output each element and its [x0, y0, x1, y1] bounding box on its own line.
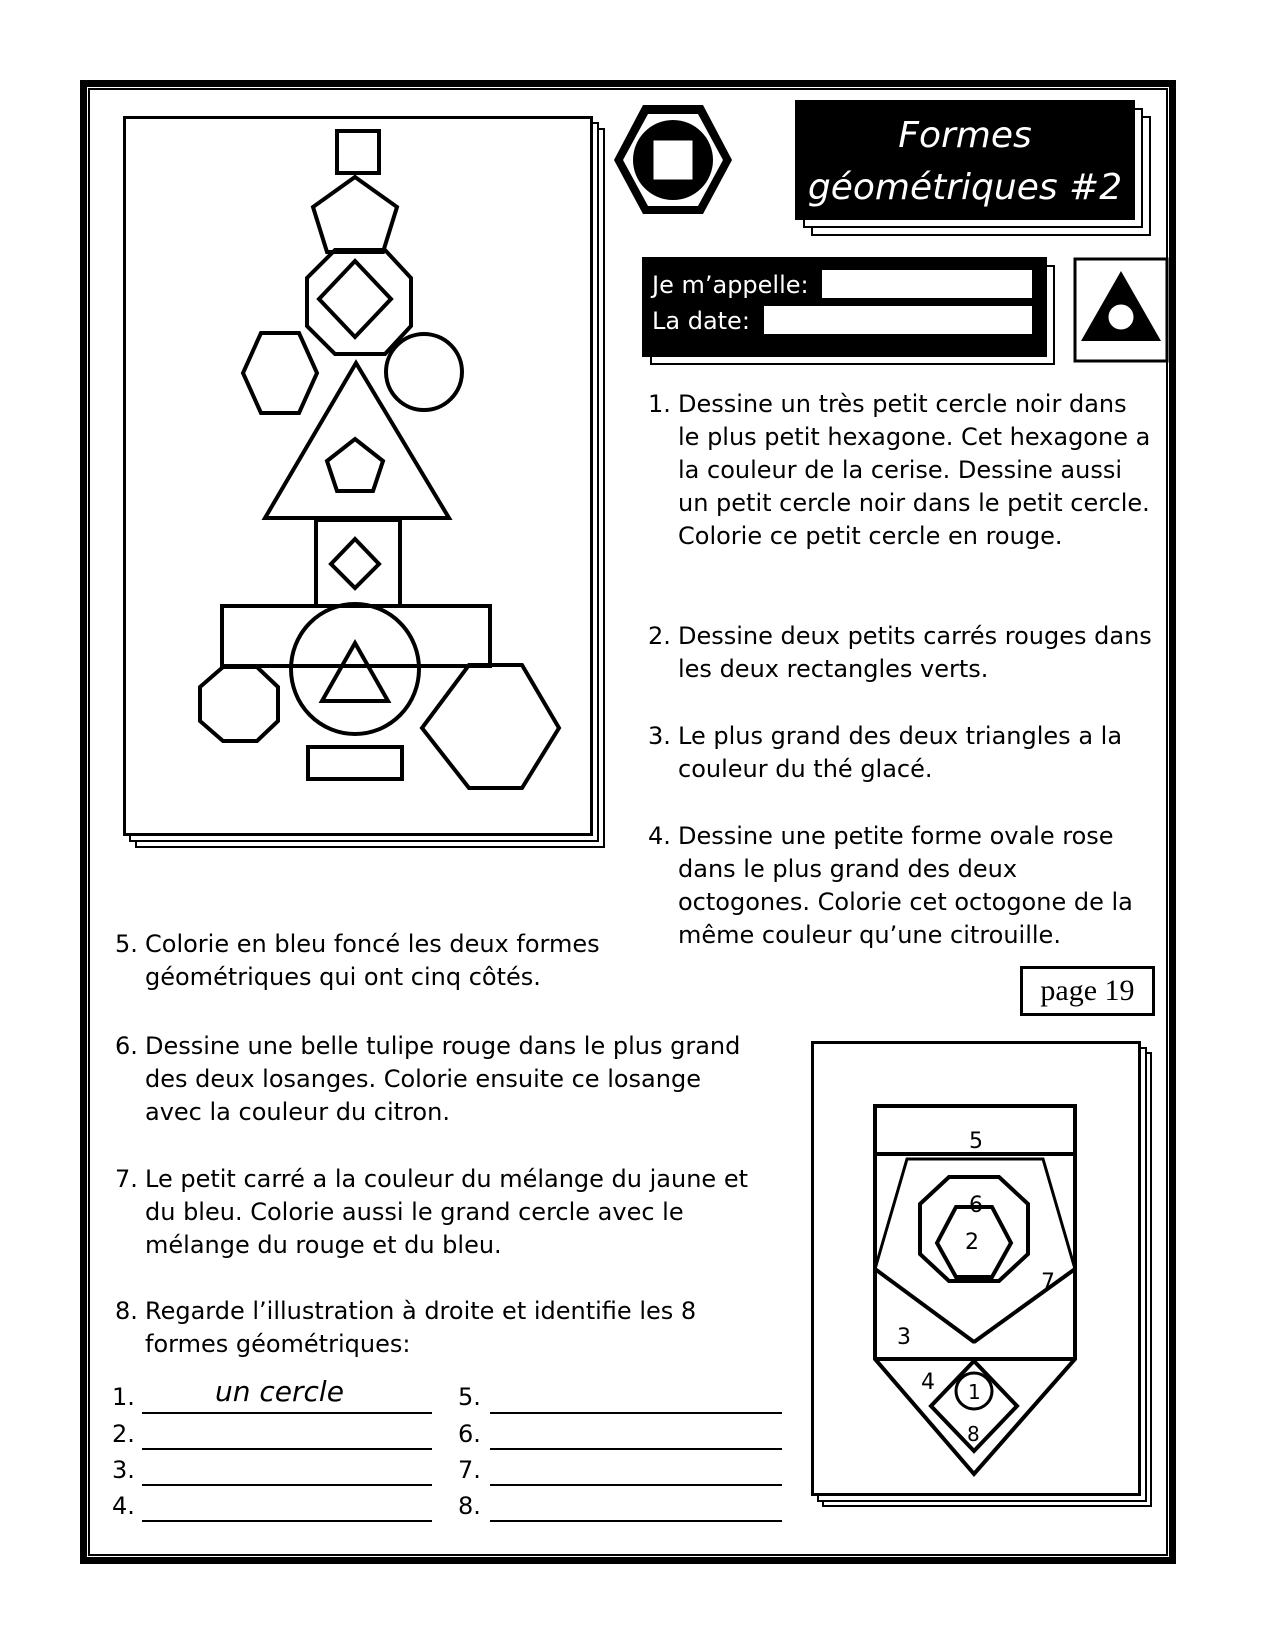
- answer-number: 7.: [458, 1456, 481, 1484]
- diamond-small: [331, 539, 379, 588]
- octagon-large: [200, 667, 278, 741]
- name-label: Je m’appelle:: [652, 271, 809, 299]
- instruction-text: Colorie en bleu foncé les deux formes géométriques qui ont cinq côtés.: [145, 930, 600, 991]
- answer-line-7[interactable]: [490, 1484, 782, 1486]
- hexagon-square-icon: [608, 102, 738, 222]
- page-title: Formes géométriques #2: [807, 115, 1123, 208]
- numbered-shape-diagram: [814, 1044, 1138, 1493]
- hexagon-small: [243, 333, 317, 413]
- diagram-label: 4: [921, 1370, 935, 1395]
- instruction-number: 5.: [115, 930, 138, 958]
- instruction-5: [115, 928, 645, 994]
- diagram-label: 8: [967, 1422, 980, 1446]
- rectangle-vertical: [316, 520, 400, 606]
- numbered-diagram-card: [811, 1041, 1141, 1496]
- answer-line-8[interactable]: [490, 1520, 782, 1522]
- diagram-label: 2: [965, 1230, 979, 1255]
- instruction-number: 8.: [115, 1297, 138, 1325]
- instruction-2: [648, 620, 1153, 686]
- answer-number: 3.: [112, 1456, 135, 1484]
- instruction-text: Le plus grand des deux triangles a la couleur du thé glacé.: [678, 722, 1123, 783]
- instruction-number: 4.: [648, 822, 671, 850]
- rectangle-wide: [222, 606, 490, 666]
- instruction-text: Dessine deux petits carrés rouges dans les deux rectangles verts.: [678, 622, 1152, 683]
- instruction-number: 1.: [648, 390, 671, 418]
- answer-line-4[interactable]: [142, 1520, 432, 1522]
- instruction-4: [648, 820, 1153, 952]
- shape-illustration-card: [123, 116, 593, 836]
- answer-number: 4.: [112, 1492, 135, 1520]
- answer-line-6[interactable]: [490, 1448, 782, 1450]
- answer-number: 8.: [458, 1492, 481, 1520]
- small-square: [337, 131, 379, 173]
- instruction-text: Regarde l’illustration à droite et identifie les 8 formes géométriques:: [145, 1297, 697, 1358]
- answer-line-3[interactable]: [142, 1484, 432, 1486]
- instruction-text: Dessine un très petit cercle noir dans le plus petit hexagone. Cet hexagone a la couleur de la cerise. Dessine aussi un petit cercle noir dans le petit cercle. Colorie ce petit cercle en rouge.: [678, 390, 1151, 550]
- instruction-7: [115, 1163, 755, 1262]
- shape-tree-drawing: [126, 119, 590, 833]
- answer-number: 1.: [112, 1383, 135, 1411]
- instruction-number: 7.: [115, 1165, 138, 1193]
- triangle-circle-icon: [1073, 257, 1169, 363]
- date-label: La date:: [652, 307, 750, 335]
- instruction-6: [115, 1030, 765, 1129]
- instruction-number: 3.: [648, 722, 671, 750]
- triangle-small: [322, 643, 388, 701]
- answer-line-1[interactable]: [142, 1412, 432, 1414]
- circle-small: [386, 334, 462, 410]
- instruction-text: Le petit carré a la couleur du mélange du jaune et du bleu. Colorie aussi le grand cercle avec le mélange du rouge et du bleu.: [145, 1165, 748, 1259]
- answer-number: 5.: [458, 1383, 481, 1411]
- instruction-3: [648, 720, 1153, 786]
- instruction-1: [648, 388, 1153, 553]
- circle-large: [291, 604, 419, 734]
- diamond-large: [319, 261, 391, 337]
- answer-number: 6.: [458, 1420, 481, 1448]
- name-field[interactable]: [822, 270, 1032, 298]
- pentagon-small: [327, 439, 383, 491]
- instruction-8: [115, 1295, 745, 1361]
- diagram-label: 5: [969, 1129, 983, 1154]
- answer-number: 2.: [112, 1420, 135, 1448]
- diagram-label: 3: [897, 1325, 911, 1350]
- diagram-label: 1: [968, 1380, 981, 1404]
- hexagon-large: [422, 665, 559, 788]
- instruction-text: Dessine une petite forme ovale rose dans le plus grand des deux octogones. Colorie cet octogone de la même couleur qu’une citrouille.: [678, 822, 1133, 949]
- title-banner: [795, 100, 1135, 220]
- answer-value-1: un cercle: [215, 1375, 344, 1408]
- rectangle-bottom: [308, 747, 402, 779]
- name-date-box: [642, 257, 1047, 357]
- instruction-number: 6.: [115, 1032, 138, 1060]
- answer-line-2[interactable]: [142, 1448, 432, 1450]
- pentagon-top: [313, 177, 397, 252]
- diagram-label: 6: [969, 1193, 983, 1218]
- answer-line-5[interactable]: [490, 1412, 782, 1414]
- instruction-number: 2.: [648, 622, 671, 650]
- date-field[interactable]: [764, 306, 1032, 334]
- instruction-text: Dessine une belle tulipe rouge dans le plus grand des deux losanges. Colorie ensuite ce losange avec la couleur du citron.: [145, 1032, 741, 1126]
- page-number: page 19: [1020, 966, 1155, 1016]
- diagram-label: 7: [1041, 1270, 1055, 1295]
